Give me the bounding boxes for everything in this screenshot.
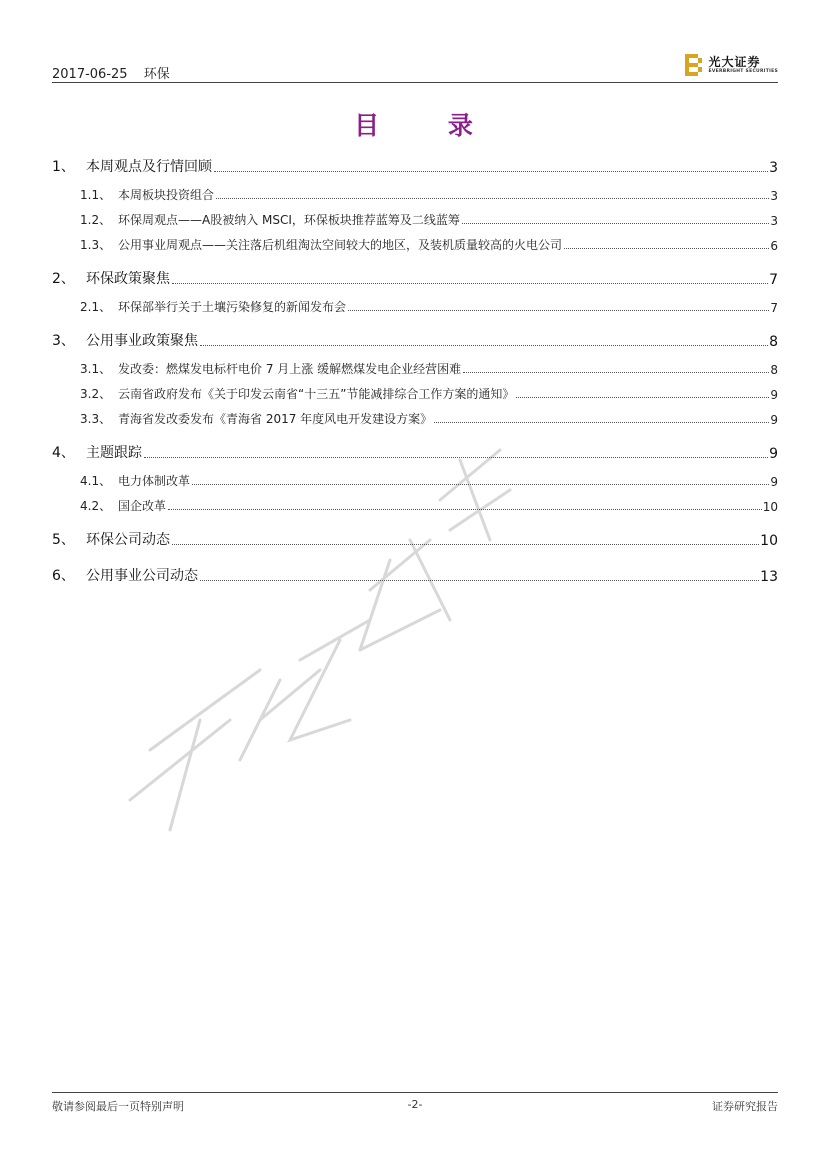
toc-entry-title: 环保周观点——A股被纳入 MSCI，环保板块推荐蓝筹及二线蓝筹 [118, 213, 460, 227]
dot-leader [216, 198, 769, 199]
everbright-logo-icon [685, 54, 703, 76]
toc-entry-page: 13 [760, 569, 778, 585]
toc-entry-title: 环保政策聚焦 [86, 271, 170, 287]
toc-entry-1-1[interactable] [52, 183, 778, 203]
toc-entry-number: 1、 [52, 159, 75, 175]
logo-english-name: EVERBRIGHT SECURITIES [708, 69, 778, 74]
dot-leader [200, 580, 759, 581]
dot-leader [348, 310, 769, 311]
toc-entry-title: 青海省发改委发布《青海省 2017 年度风电开发建设方案》 [118, 412, 433, 426]
toc-entry-3-1[interactable] [52, 357, 778, 377]
dot-leader [200, 345, 768, 346]
report-date: 2017-06-25 [52, 67, 128, 82]
toc-entry-number: 1.3、 [80, 238, 112, 252]
dot-leader [463, 372, 769, 373]
toc-entry-number: 1.2、 [80, 213, 112, 227]
toc-entry-page: 9 [770, 388, 778, 402]
company-logo [685, 52, 778, 78]
toc-entry-3[interactable] [52, 330, 778, 350]
toc-entry-title: 电力体制改革 [118, 474, 191, 488]
toc-entry-number: 5、 [52, 532, 75, 548]
toc-entry-page: 3 [770, 189, 778, 203]
toc-entry-2-1[interactable] [52, 295, 778, 315]
toc-entry-1-2[interactable] [52, 208, 778, 228]
toc-entry-number: 4.2、 [80, 499, 112, 513]
toc-entry-title: 主题跟踪 [86, 445, 142, 461]
toc-entry-number: 3.3、 [80, 412, 112, 426]
header-meta [52, 63, 170, 82]
toc-entry-1-3[interactable] [52, 233, 778, 253]
toc-entry-page: 8 [770, 363, 778, 377]
toc-entry-number: 1.1、 [80, 188, 112, 202]
dot-leader [462, 223, 769, 224]
toc-entry-page: 9 [770, 475, 778, 489]
dot-leader [434, 422, 769, 423]
toc-entry-1[interactable] [52, 156, 778, 176]
toc-entry-page: 3 [769, 160, 778, 176]
toc-entry-3-2[interactable] [52, 382, 778, 402]
toc-entry-2[interactable] [52, 268, 778, 288]
toc-entry-page: 6 [770, 239, 778, 253]
toc-entry-page: 9 [769, 446, 778, 462]
dot-leader [172, 544, 759, 545]
toc-entry-4[interactable] [52, 442, 778, 462]
toc-entry-number: 4.1、 [80, 474, 112, 488]
toc-entry-number: 4、 [52, 445, 75, 461]
toc-entry-page: 10 [762, 500, 778, 514]
toc-entry-number: 3.2、 [80, 387, 112, 401]
toc-entry-number: 2.1、 [80, 300, 112, 314]
header-divider [52, 82, 778, 83]
toc-entry-title: 云南省政府发布《关于印发云南省“十三五”节能减排综合工作方案的通知》 [118, 387, 515, 401]
dot-leader [214, 171, 768, 172]
toc-entry-3-3[interactable] [52, 407, 778, 427]
toc-entry-page: 10 [760, 533, 778, 549]
toc-entry-title: 本周板块投资组合 [118, 188, 215, 202]
toc-entry-title: 环保部举行关于土壤污染修复的新闻发布会 [118, 300, 347, 314]
toc-entry-5[interactable] [52, 529, 778, 549]
page-header [52, 52, 778, 82]
dot-leader [172, 283, 768, 284]
toc-entry-page: 7 [769, 272, 778, 288]
dot-leader [144, 457, 768, 458]
toc-title: 目 录 [354, 111, 503, 140]
toc-entry-title: 公用事业周观点——关注落后机组淘汰空间较大的地区，及装机质量较高的火电公司 [118, 238, 563, 252]
report-sector: 环保 [143, 67, 170, 82]
dot-leader [192, 484, 769, 485]
dot-leader [516, 397, 769, 398]
toc-entry-page: 8 [769, 334, 778, 350]
toc-entry-4-2[interactable] [52, 494, 778, 514]
logo-text [708, 55, 778, 75]
toc-entry-title: 公用事业政策聚焦 [86, 333, 198, 349]
toc-entry-number: 6、 [52, 568, 75, 584]
dot-leader [168, 509, 762, 510]
toc-entry-title: 发改委：燃煤发电标杆电价 7 月上涨 缓解燃煤发电企业经营困难 [118, 362, 462, 376]
logo-chinese-name: 光大证券 [708, 55, 761, 69]
toc-entry-page: 3 [770, 214, 778, 228]
toc-entry-number: 3、 [52, 333, 75, 349]
toc-entry-title: 国企改革 [118, 499, 167, 513]
toc-entry-title: 环保公司动态 [86, 532, 170, 548]
toc-entry-title: 本周观点及行情回顾 [86, 159, 212, 175]
footer-disclaimer: 敬请参阅最后一页特别声明 [52, 1100, 184, 1113]
page-footer [52, 1098, 778, 1114]
toc-entry-page: 9 [770, 413, 778, 427]
footer-report-type: 证券研究报告 [712, 1100, 778, 1113]
toc-entry-6[interactable] [52, 565, 778, 585]
toc-entry-page: 7 [770, 301, 778, 315]
toc-entry-title: 公用事业公司动态 [86, 568, 198, 584]
footer-divider [52, 1092, 778, 1093]
toc-entry-4-1[interactable] [52, 469, 778, 489]
dot-leader [564, 248, 769, 249]
toc-entry-number: 2、 [52, 271, 75, 287]
toc-entry-number: 3.1、 [80, 362, 112, 376]
page-number: -2- [407, 1098, 423, 1111]
